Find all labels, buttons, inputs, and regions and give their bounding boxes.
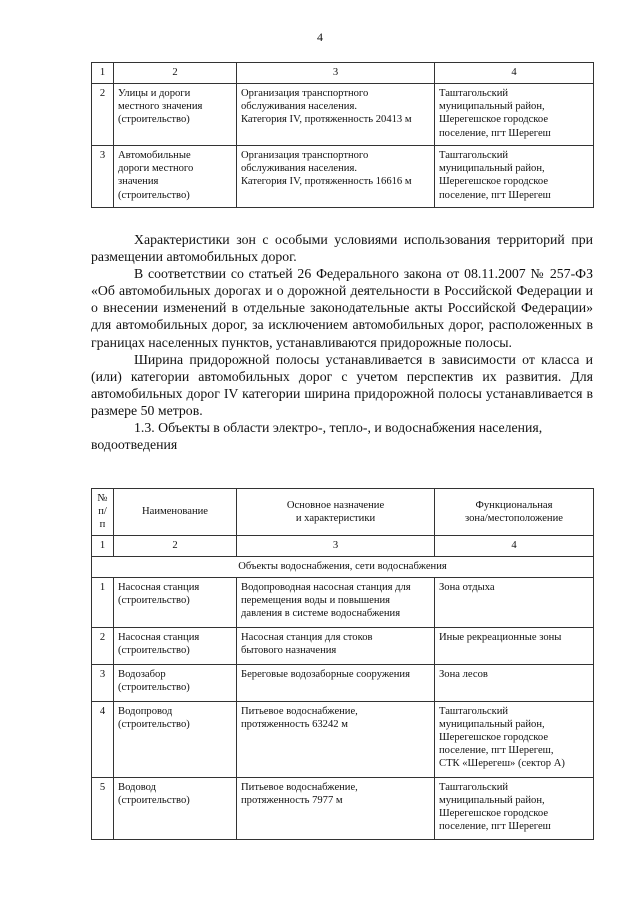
row-number: 3 <box>92 146 114 208</box>
roads-table <box>91 62 594 208</box>
row-number: 3 <box>92 664 114 701</box>
section-title: Объекты водоснабжения, сети водоснабжения <box>92 556 594 577</box>
header-name: Наименование <box>114 489 237 536</box>
table-row <box>92 577 594 627</box>
object-name: Насосная станция (строительство) <box>114 627 237 664</box>
index-cell: 1 <box>92 535 114 556</box>
object-name: Водопровод (строительство) <box>114 701 237 777</box>
row-number: 2 <box>92 84 114 146</box>
index-cell: 2 <box>114 63 237 84</box>
object-location: Таштагольский муниципальный район, Шерегешское городское поселение, пгт Шерегеш <box>435 84 594 146</box>
row-number: 4 <box>92 701 114 777</box>
object-location: Таштагольский муниципальный район, Шерегешское городское поселение, пгт Шерегеш <box>435 777 594 839</box>
index-cell: 3 <box>237 535 435 556</box>
index-cell: 2 <box>114 535 237 556</box>
object-name: Улицы и дороги местного значения (строительство) <box>114 84 237 146</box>
object-location: Таштагольский муниципальный район, Шерегешское городское поселение, пгт Шерегеш <box>435 146 594 208</box>
object-name: Автомобильные дороги местного значения (строительство) <box>114 146 237 208</box>
section-heading: 1.3. Объекты в области электро-, тепло-, и водоснабжения населения, водоотведения <box>91 420 543 453</box>
object-purpose: Питьевое водоснабжение, протяженность 7977 м <box>237 777 435 839</box>
object-location: Зона отдыха <box>435 577 594 627</box>
object-purpose: Насосная станция для стоков бытового назначения <box>237 627 435 664</box>
table-index-row <box>92 535 594 556</box>
object-location: Зона лесов <box>435 664 594 701</box>
table-row <box>92 84 594 146</box>
object-location: Иные рекреационные зоны <box>435 627 594 664</box>
table-row <box>92 627 594 664</box>
table-row <box>92 664 594 701</box>
row-number: 1 <box>92 577 114 627</box>
row-number: 5 <box>92 777 114 839</box>
water-supply-table <box>91 488 594 840</box>
table-index-row <box>92 63 594 84</box>
header-purpose: Основное назначение и характеристики <box>237 489 435 536</box>
object-purpose: Питьевое водоснабжение, протяженность 63242 м <box>237 701 435 777</box>
object-name: Насосная станция (строительство) <box>114 577 237 627</box>
table-row <box>92 777 594 839</box>
section-row <box>92 556 594 577</box>
header-num: № п/п <box>92 489 114 536</box>
object-location: Таштагольский муниципальный район, Шерегешское городское поселение, пгт Шерегеш, СТК «Шерегеш» (сектор А) <box>435 701 594 777</box>
body-text <box>91 231 593 453</box>
object-name: Водовод (строительство) <box>114 777 237 839</box>
object-purpose: Береговые водозаборные сооружения <box>237 664 435 701</box>
paragraph: В соответствии со статьей 26 Федерального закона от 08.11.2007 № 257-ФЗ «Об автомобильных дорогах и о дорожной деятельности в Российской Федерации и о внесении изменений в отдельные законодательные акты Российской Федерации» для автомобильных дорог, за исключением автомобильных дорог, расположенных в границах населенных пунктов, устанавливаются придорожные полосы. <box>91 266 593 350</box>
object-purpose: Водопроводная насосная станция для перемещения воды и повышения давления в системе водоснабжения <box>237 577 435 627</box>
header-location: Функциональная зона/местоположение <box>435 489 594 536</box>
paragraph: Ширина придорожной полосы устанавливается в зависимости от класса и (или) категории автомобильных дорог с учетом перспектив их развития. Для автомобильных дорог IV категории ширина придорожной полосы устанавливается в размере 50 метров. <box>91 351 593 418</box>
object-purpose: Организация транспортного обслуживания населения. Категория IV, протяженность 16616 м <box>237 146 435 208</box>
object-name: Водозабор (строительство) <box>114 664 237 701</box>
index-cell: 1 <box>92 63 114 84</box>
page-number: 4 <box>317 30 323 44</box>
table-row <box>92 701 594 777</box>
table-header-row <box>92 489 594 536</box>
paragraph: Характеристики зон с особыми условиями использования территорий при размещении автомобильных дорог. <box>91 232 593 265</box>
table-row <box>92 146 594 208</box>
object-purpose: Организация транспортного обслуживания населения. Категория IV, протяженность 20413 м <box>237 84 435 146</box>
index-cell: 4 <box>435 63 594 84</box>
index-cell: 3 <box>237 63 435 84</box>
row-number: 2 <box>92 627 114 664</box>
index-cell: 4 <box>435 535 594 556</box>
